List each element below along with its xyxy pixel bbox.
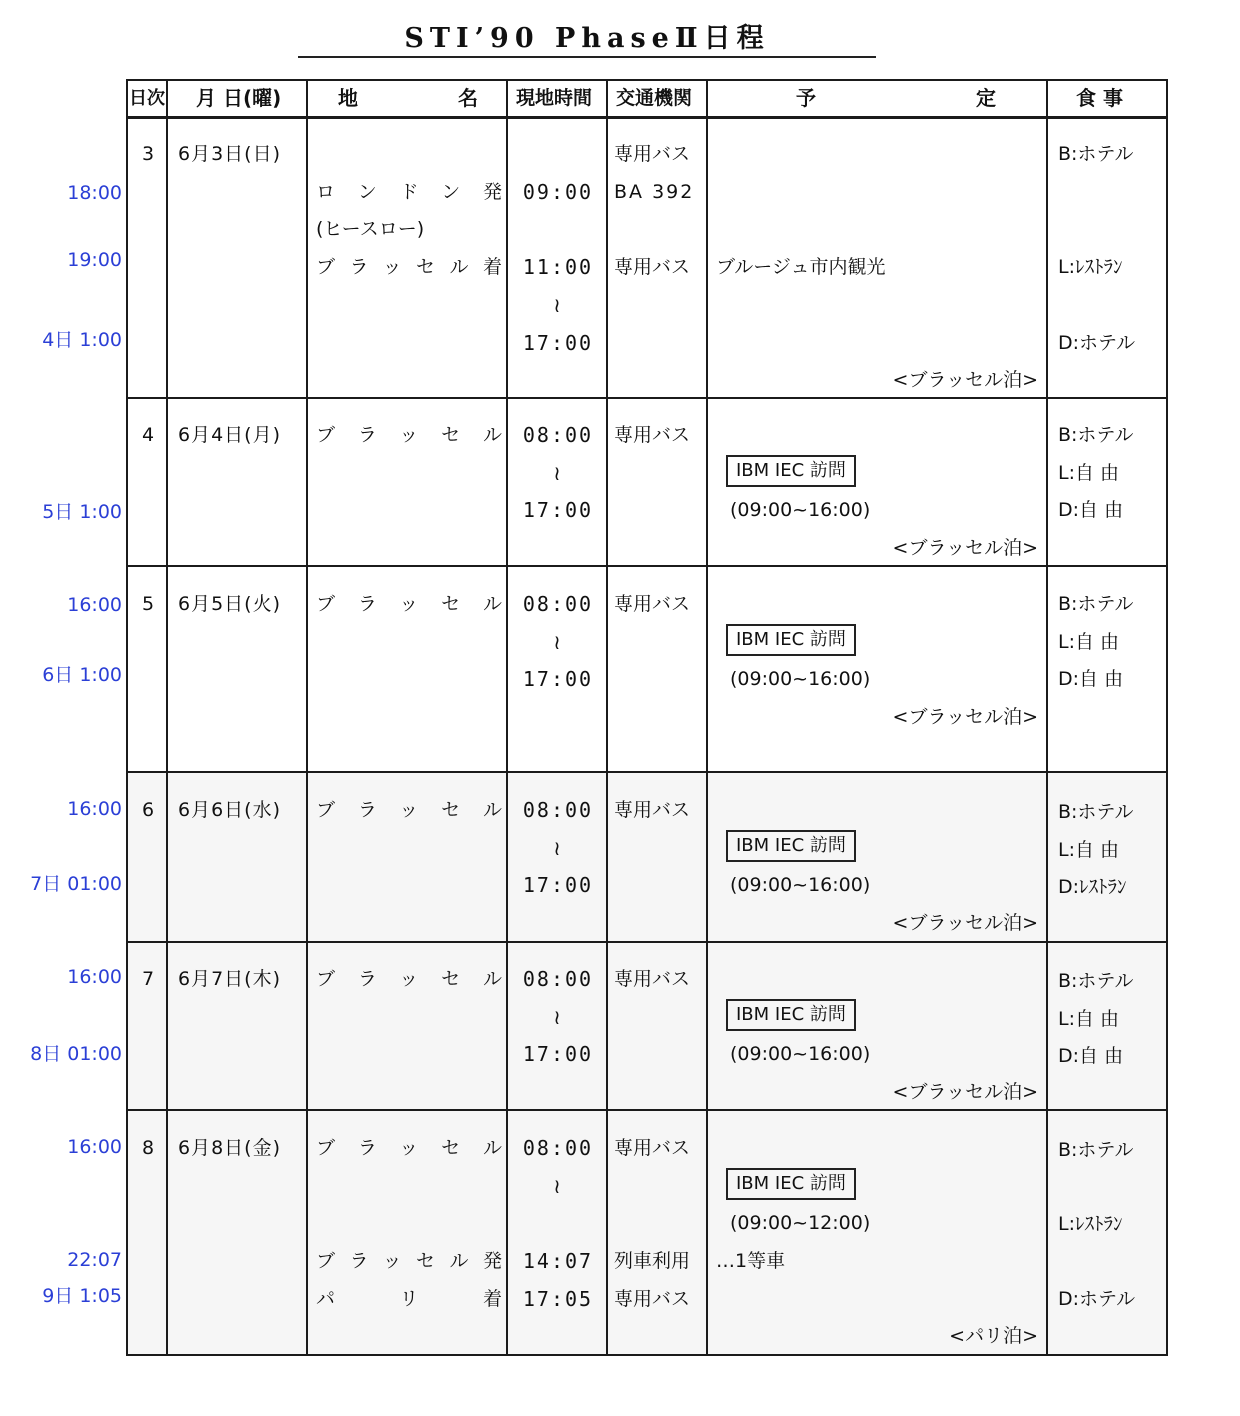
schedule-time: (09:00~16:00) <box>730 874 871 896</box>
meal-dinner: D:自 由 <box>1058 668 1124 690</box>
day-number: 5 <box>141 593 155 615</box>
meal-dinner: D:ﾚｽﾄﾗﾝ <box>1058 876 1127 898</box>
table-border-bottom <box>126 1354 1168 1356</box>
meal-breakfast: B:ホテル <box>1058 143 1134 165</box>
transport-cell: 専用バス <box>614 593 691 615</box>
meal-breakfast: B:ホテル <box>1058 970 1134 992</box>
header-time: 現地時間 <box>516 87 593 109</box>
header-date: 月 日(曜) <box>196 86 282 110</box>
meal-dinner: D:自 由 <box>1058 499 1124 521</box>
header-place-a: 地 <box>338 86 358 110</box>
meal-dinner: D:自 由 <box>1058 1045 1124 1067</box>
date-cell: 6月6日(水) <box>178 799 282 821</box>
place-cell: ブラッセル <box>316 968 502 990</box>
time-cell: 08:00 <box>522 967 594 991</box>
schedule-time: (09:00~12:00) <box>730 1212 871 1234</box>
transport-cell: 専用バス <box>614 143 691 165</box>
meal-breakfast: B:ホテル <box>1058 1139 1134 1161</box>
place-cell: ブラッセル発 <box>316 1250 502 1272</box>
stay-note: <ブラッセル泊> <box>892 706 1038 728</box>
margin-note: 19:00 <box>67 249 122 271</box>
time-cell: 17:00 <box>522 498 594 522</box>
margin-note: 4日 1:00 <box>42 329 122 351</box>
day-number: 6 <box>141 799 155 821</box>
meal-lunch: L:ﾚｽﾄﾗﾝ <box>1058 256 1123 278</box>
day-number: 8 <box>141 1137 155 1159</box>
place-cell: ブラッセル <box>316 1137 502 1159</box>
date-cell: 6月4日(月) <box>178 424 282 446</box>
place-cell: ブラッセル着 <box>316 256 502 278</box>
col-divider-transport <box>706 79 708 1356</box>
transport-cell: 専用バス <box>614 256 691 278</box>
time-cell: 17:00 <box>522 873 594 897</box>
margin-note: 16:00 <box>67 798 122 820</box>
col-divider-place <box>506 79 508 1356</box>
table-border-right <box>1166 79 1168 1356</box>
header-place-b: 名 <box>458 86 478 110</box>
visit-box: IBM IEC 訪問 <box>726 1168 856 1200</box>
row-divider <box>126 1109 1168 1111</box>
visit-box: IBM IEC 訪問 <box>726 999 856 1031</box>
transport-cell: 専用バス <box>614 968 691 990</box>
margin-note: 16:00 <box>67 594 122 616</box>
transport-cell: 専用バス <box>614 424 691 446</box>
time-cell: 14:07 <box>522 1249 594 1273</box>
stay-note: <ブラッセル泊> <box>892 369 1038 391</box>
time-separator: ≀ <box>553 630 563 654</box>
row-divider <box>126 397 1168 399</box>
visit-box: IBM IEC 訪問 <box>726 624 856 656</box>
schedule-time: (09:00~16:00) <box>730 499 871 521</box>
time-cell: 17:00 <box>522 1042 594 1066</box>
stay-note: <パリ泊> <box>949 1325 1038 1347</box>
time-cell: 08:00 <box>522 798 594 822</box>
meal-breakfast: B:ホテル <box>1058 424 1134 446</box>
date-cell: 6月8日(金) <box>178 1137 282 1159</box>
col-divider-plan <box>1046 79 1048 1356</box>
time-cell: 17:00 <box>522 667 594 691</box>
time-cell: 17:05 <box>522 1287 594 1311</box>
time-separator: ≀ <box>553 836 563 860</box>
meal-lunch: L:自 由 <box>1058 631 1120 653</box>
margin-note: 22:07 <box>67 1249 122 1271</box>
place-cell: ブラッセル <box>316 799 502 821</box>
place-cell: (ヒースロー) <box>316 218 425 240</box>
transport-cell: 専用バス <box>614 1137 691 1159</box>
margin-note: 5日 1:00 <box>42 501 122 523</box>
time-separator: ≀ <box>553 461 563 485</box>
header-plan-a: 予 <box>796 86 816 110</box>
time-separator: ≀ <box>553 1174 563 1198</box>
time-cell: 08:00 <box>522 1136 594 1160</box>
meal-lunch: L:ﾚｽﾄﾗﾝ <box>1058 1213 1123 1235</box>
place-cell: パリ着 <box>316 1288 502 1310</box>
visit-box: IBM IEC 訪問 <box>726 455 856 487</box>
day-number: 3 <box>141 143 155 165</box>
time-cell: 08:00 <box>522 592 594 616</box>
place-cell: ロンドン発 <box>316 181 502 203</box>
meal-dinner: D:ホテル <box>1058 1288 1136 1310</box>
plan-cell: ブルージュ市内観光 <box>716 256 886 278</box>
row-divider <box>126 565 1168 567</box>
plan-cell: …1等車 <box>716 1250 786 1272</box>
schedule-time: (09:00~16:00) <box>730 1043 871 1065</box>
meal-lunch: L:自 由 <box>1058 462 1120 484</box>
stay-note: <ブラッセル泊> <box>892 912 1038 934</box>
meal-breakfast: B:ホテル <box>1058 593 1134 615</box>
date-cell: 6月7日(木) <box>178 968 282 990</box>
margin-note: 6日 1:00 <box>42 664 122 686</box>
margin-note: 18:00 <box>67 182 122 204</box>
transport-cell: 専用バス <box>614 1288 691 1310</box>
col-divider-day <box>166 79 168 1356</box>
page-title: STI’90 PhaseⅡ日程 <box>298 22 876 58</box>
stay-note: <ブラッセル泊> <box>892 537 1038 559</box>
meal-lunch: L:自 由 <box>1058 839 1120 861</box>
header-plan-b: 定 <box>976 86 996 110</box>
table-border-left <box>126 79 128 1356</box>
place-cell: ブラッセル <box>316 593 502 615</box>
time-cell: 11:00 <box>522 255 594 279</box>
day-number: 4 <box>141 424 155 446</box>
date-cell: 6月3日(日) <box>178 143 282 165</box>
day-number: 7 <box>141 968 155 990</box>
time-separator: ≀ <box>553 293 563 317</box>
header-day: 日次 <box>129 88 165 109</box>
header-transport: 交通機関 <box>616 87 693 109</box>
date-cell: 6月5日(火) <box>178 593 282 615</box>
margin-note: 16:00 <box>67 1136 122 1158</box>
meal-lunch: L:自 由 <box>1058 1008 1120 1030</box>
stay-note: <ブラッセル泊> <box>892 1081 1038 1103</box>
schedule-time: (09:00~16:00) <box>730 668 871 690</box>
time-separator: ≀ <box>553 1005 563 1029</box>
place-cell: ブラッセル <box>316 424 502 446</box>
col-divider-date <box>306 79 308 1356</box>
row-divider <box>126 941 1168 943</box>
meal-dinner: D:ホテル <box>1058 332 1136 354</box>
time-cell: 17:00 <box>522 331 594 355</box>
time-cell: 09:00 <box>522 180 594 204</box>
transport-cell: 列車利用 <box>614 1250 691 1272</box>
meal-breakfast: B:ホテル <box>1058 801 1134 823</box>
time-cell: 08:00 <box>522 423 594 447</box>
transport-cell: 専用バス <box>614 799 691 821</box>
margin-note: 7日 01:00 <box>30 873 122 895</box>
margin-note: 9日 1:05 <box>42 1285 122 1307</box>
header-meal: 食 事 <box>1076 86 1123 110</box>
visit-box: IBM IEC 訪問 <box>726 830 856 862</box>
col-divider-time <box>606 79 608 1356</box>
transport-cell: BA 392 <box>614 181 695 203</box>
row-divider <box>126 771 1168 773</box>
margin-note: 16:00 <box>67 966 122 988</box>
margin-note: 8日 01:00 <box>30 1043 122 1065</box>
